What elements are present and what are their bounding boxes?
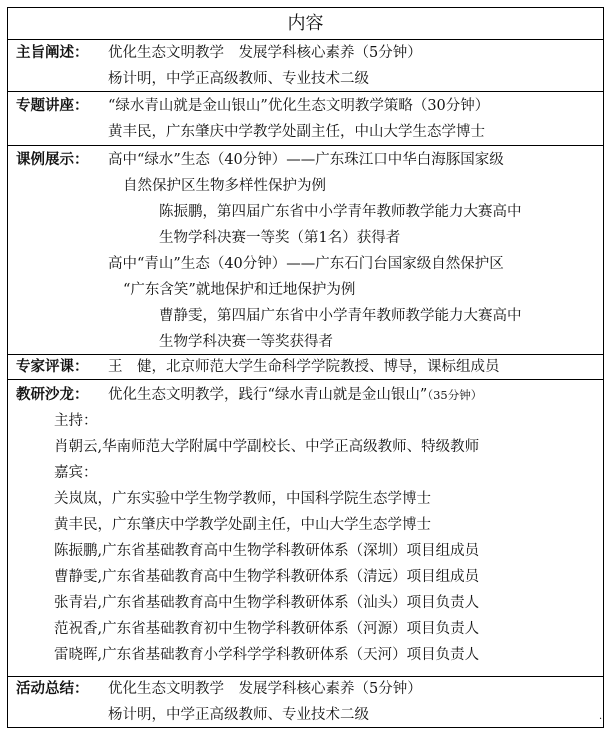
section-label: 教研沙龙： [16,386,89,403]
section-line: 生物学科决赛一等奖获得者 [159,334,333,350]
section-label: 专题讲座： [16,97,89,114]
section-line: “广东含笑”就地保护和迁地保护为例 [123,282,356,298]
section-line: 生物学科决赛一等奖（第1名）获得者 [159,230,401,246]
section-line [108,382,482,408]
section-label: 课例展示： [16,151,89,168]
table-header: 内容 [8,8,603,40]
section-line: 优化生态文明教学 发展学科核心素养（5分钟） [108,681,422,697]
host-label: 主持： [54,413,98,429]
section-line: 自然保护区生物多样性保护为例 [123,178,326,194]
guest-line: 曹静雯,广东省基础教育高中生物学科教研体系（清远）项目组成员 [54,569,480,585]
guest-line: 关岚岚，广东实验中学生物学教师，中国科学院生态学博士 [54,491,431,507]
guest-line: 张青岩,广东省基础教育高中生物学科教研体系（汕头）项目负责人 [54,595,480,611]
section-line: 曹静雯，第四届广东省中小学青年教师教学能力大赛高中 [159,308,522,324]
section-summary [8,677,603,728]
guests-label: 嘉宾： [54,465,98,481]
section-label: 主旨阐述： [16,44,89,61]
salon-topic: 优化生态文明教学，践行“绿水青山就是金山银山” [108,387,428,403]
section-line: 优化生态文明教学 发展学科核心素养（5分钟） [108,45,422,61]
guest-line: 雷晓晖,广东省基础教育小学科学学科教研体系（天河）项目负责人 [54,647,480,663]
section-line: 王 健，北京师范大学生命科学学院教授、博导，课标组成员 [108,359,500,375]
section-demo-lessons [8,146,603,355]
guest-line: 范祝香,广东省基础教育初中生物学科教研体系（河源）项目负责人 [54,621,480,637]
section-expert-review [8,355,603,380]
section-lecture [8,92,603,146]
section-line: 杨计明，中学正高级教师、专业技术二级 [108,71,369,87]
section-line: “绿水青山就是金山银山”优化生态文明教学策略（30分钟） [108,98,490,114]
section-line: 陈振鹏，第四届广东省中小学青年教师教学能力大赛高中 [159,204,522,220]
section-line: 高中“绿水”生态（40分钟）——广东珠江口中华白海豚国家级 [108,152,504,168]
host-line: 肖朝云,华南师范大学附属中学副校长、中学正高级教师、特级教师 [54,439,480,455]
section-line: 黄丰民，广东肇庆中学教学处副主任，中山大学生态学博士 [108,124,485,140]
agenda-table [7,7,604,728]
guest-line: 陈振鹏,广东省基础教育高中生物学科教研体系（深圳）项目组成员 [54,543,480,559]
section-label: 专家评课： [16,358,89,375]
section-line: 高中“青山”生态（40分钟）——广东石门台国家级自然保护区 [108,256,504,272]
salon-duration: （35分钟） [427,388,483,402]
section-salon [8,380,603,677]
guest-line: 黄丰民，广东肇庆中学教学处副主任，中山大学生态学博士 [54,517,431,533]
corner-mark: . [599,711,603,722]
section-theme [8,40,603,92]
section-line: 杨计明，中学正高级教师、专业技术二级 [108,707,369,723]
section-label: 活动总结： [16,680,89,697]
